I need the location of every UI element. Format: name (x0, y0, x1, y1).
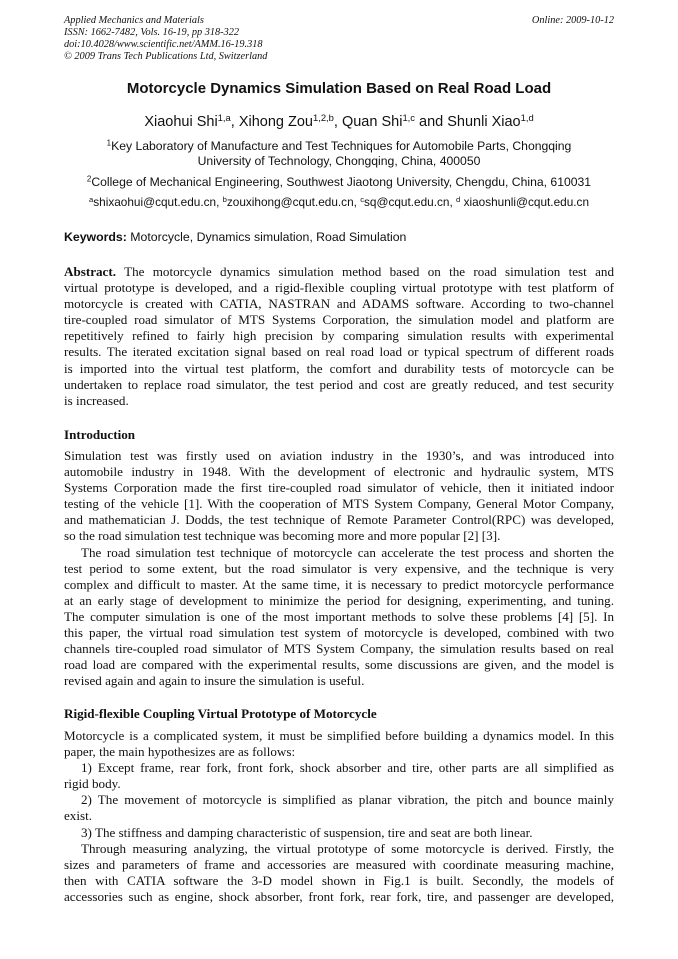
text-line (64, 776, 614, 792)
paper-title: Motorcycle Dynamics Simulation Based on Real Road Load (126, 80, 552, 97)
abstract-label: Abstract. (64, 264, 116, 279)
line-text: testing of the vehicle [1]. With the cooperation of MTS System Company, General Motor Company, (64, 496, 614, 512)
text-line (64, 792, 614, 808)
line-text: and mathematician J. Dodds, the test technique of Remote Parameter Control(RPC) was developed, (64, 512, 614, 528)
text-line (64, 873, 614, 889)
author-affiliation-marker: 1,a (217, 111, 231, 123)
author-affiliation-marker: 1,d (520, 111, 534, 123)
email-address: sq@cqut.edu.cn, (364, 195, 457, 209)
affiliation-1-line-2: University of Technology, Chongqing, China, 400050 (197, 154, 481, 168)
line-text: virtual prototype is developed, and a rigid-flexible coupling virtual prototype with test platform of (64, 280, 614, 296)
introduction-heading: Introduction (64, 427, 136, 442)
copyright: © 2009 Trans Tech Publications Ltd, Switzerland (64, 51, 268, 62)
text-line (64, 889, 614, 905)
line-text: test period to some extent, but the road simulator is very expensive, and the technique is very (64, 560, 614, 576)
journal-info (64, 15, 267, 63)
text-line (64, 512, 614, 528)
author-separator: , (230, 114, 239, 130)
email-address: shixaohui@cqut.edu.cn, (93, 195, 223, 209)
affiliation-2-text: College of Mechanical Engineering, Southwest Jiaotong University, Chengdu, China, 610031 (91, 175, 592, 189)
text-line (64, 328, 614, 344)
doi: doi:10.4028/www.scientific.net/AMM.16-19.318 (64, 39, 263, 50)
line-text: undertaken to replace road simulator, the test period and cost are greatly reduced, and test security (64, 376, 614, 392)
line-text: road load are compared with the experimental results, some discussions are given, and the model is (64, 657, 614, 673)
affiliation-2 (0, 175, 678, 190)
affiliation-1 (0, 139, 678, 169)
line-text: this paper, the virtual road simulation test system of motorcycle is developed, combined with two (64, 625, 614, 641)
email-address: zouxihong@cqut.edu.cn, (226, 195, 361, 209)
text-line (64, 609, 614, 625)
text-line (64, 657, 614, 673)
line-text: tire-coupled road simulator of MTS Systems Corporation, the simulation model and platform are (64, 312, 614, 328)
text-line (64, 760, 614, 776)
affiliation-1-line-1: Key Laboratory of Manufacture and Test Techniques for Automobile Parts, Chongqing (111, 139, 572, 153)
email-marker: b (222, 194, 227, 204)
rigid-flexible-body (64, 728, 614, 905)
author-name: Quan Shi (341, 114, 403, 130)
email-address: xiaoshunli@cqut.edu.cn (460, 195, 590, 209)
email-marker: d (456, 194, 461, 204)
text-line (64, 393, 614, 409)
text-line (64, 577, 614, 593)
line-text: Motorcycle is a complicated system, it must be simplified before building a dynamics model. In this (64, 728, 614, 743)
line-text: paper, the main hypothesizes are as follows: (64, 744, 296, 760)
email-marker: c (360, 194, 365, 204)
author-separator: , (333, 114, 342, 130)
line-text: channels tire-coupled road simulator of MTS System Company, the simulation results based on real (64, 641, 614, 657)
abstract-section (64, 264, 614, 409)
line-text: is increased. (64, 392, 129, 408)
line-text: at an early stage of development to minimize the period for designing, experimenting, and tuning. (64, 592, 614, 608)
line-text: 3) The stiffness and damping characteristic of suspension, tire and seat are both linear. (81, 824, 533, 840)
text-line (64, 728, 614, 744)
line-text: revised again and again to insure the simulation is useful. (64, 673, 365, 689)
line-text: exist. (64, 808, 93, 824)
text-line (64, 561, 614, 577)
text-line (64, 361, 614, 377)
author-name: Shunli Xiao (447, 114, 521, 130)
line-text: then with CATIA software the 3-D model shown in Fig.1 is built. Secondly, the models of (64, 872, 614, 888)
text-line (64, 641, 614, 657)
text-line (64, 593, 614, 609)
affiliation-1-marker: 1 (106, 138, 112, 148)
introduction-body (64, 448, 614, 689)
issn: ISSN: 1662-7482, Vols. 16-19, pp 318-322 (64, 27, 240, 38)
online-date: Online: 2009-10-12 (531, 15, 614, 26)
line-text: results. The iterated excitation signal based on real road load or typical spectrum of different roads (64, 344, 614, 360)
text-line (64, 464, 614, 480)
text-line (64, 528, 614, 544)
author-separator: and (415, 114, 448, 130)
text-line (64, 841, 614, 857)
line-text: The road simulation test technique of motorcycle can accelerate the test process and shorten the (81, 544, 614, 560)
email-list (0, 195, 678, 209)
line-text: complex and difficult to master. At the same time, it is necessary to predict motorcycle performance (64, 576, 614, 592)
text-line (64, 296, 614, 312)
author-affiliation-marker: 1,c (402, 111, 415, 123)
line-text: Systems Corporation made the first tire-coupled road simulator of vehicle, then it initiated indoor (64, 480, 614, 496)
line-text: so the road simulation test technique was becoming more and more popular [2] [3]. (64, 528, 501, 544)
email-marker: a (88, 194, 94, 204)
line-text: Simulation test was firstly used on aviation industry in the 1930’s, and was introduced into (64, 448, 614, 463)
author-name: Xiaohui Shi (144, 114, 218, 130)
line-text: automobile industry in 1948. With the development of electronic and hydraulic system, MTS (64, 464, 614, 480)
text-line (64, 857, 614, 873)
text-line (64, 744, 614, 760)
author-name: Xihong Zou (238, 114, 313, 130)
text-line (64, 673, 614, 689)
text-line (64, 280, 614, 296)
text-line (64, 545, 614, 561)
author-list (0, 111, 678, 130)
keywords-label: Keywords: (64, 230, 127, 244)
text-line (64, 312, 614, 328)
line-text: 2) The movement of motorcycle is simplified as planar vibration, the pitch and bounce mainly (81, 792, 614, 808)
line-text: motorcycle is created with CATIA, NASTRAN and ADAMS software. According to two-channel (64, 296, 614, 312)
text-line (64, 344, 614, 360)
line-text: The motorcycle dynamics simulation method based on the road simulation test and (116, 264, 614, 279)
affiliation-2-marker: 2 (86, 174, 92, 184)
line-text: 1) Except frame, rear fork, front fork, shock absorber and tire, other parts are all simplified as (81, 760, 614, 776)
text-line (64, 264, 614, 280)
line-text: The computer simulation is one of the most important methods to solve these problems [4] [5]. In (64, 608, 614, 624)
line-text: repetitively refined to fairly high precision by comparing simulation results with experimental (64, 328, 614, 344)
line-text: rigid body. (64, 776, 121, 792)
text-line (64, 448, 614, 464)
line-text: accessories such as engine, shock absorber, front fork, rear fork, tire, and passenger are developed, (64, 888, 614, 904)
text-line (64, 825, 614, 841)
rigid-flexible-heading: Rigid-flexible Coupling Virtual Prototype of Motorcycle (64, 706, 377, 721)
line-text: sizes and parameters of frame and accessories are measured with coordinate measuring machine, (64, 856, 614, 872)
journal-name: Applied Mechanics and Materials (64, 15, 204, 26)
text-line (64, 808, 614, 824)
line-text: Through measuring analyzing, the virtual prototype of some motorcycle is derived. Firstly, the (81, 840, 614, 856)
text-line (64, 496, 614, 512)
line-text: is imported into the virtual test platform, the comfort and durability tests of motorcycle can be (64, 360, 614, 376)
keywords-text: Motorcycle, Dynamics simulation, Road Simulation (126, 230, 407, 244)
text-line (64, 480, 614, 496)
keywords (64, 230, 406, 244)
text-line (64, 377, 614, 393)
text-line (64, 625, 614, 641)
author-affiliation-marker: 1,2,b (312, 111, 334, 123)
